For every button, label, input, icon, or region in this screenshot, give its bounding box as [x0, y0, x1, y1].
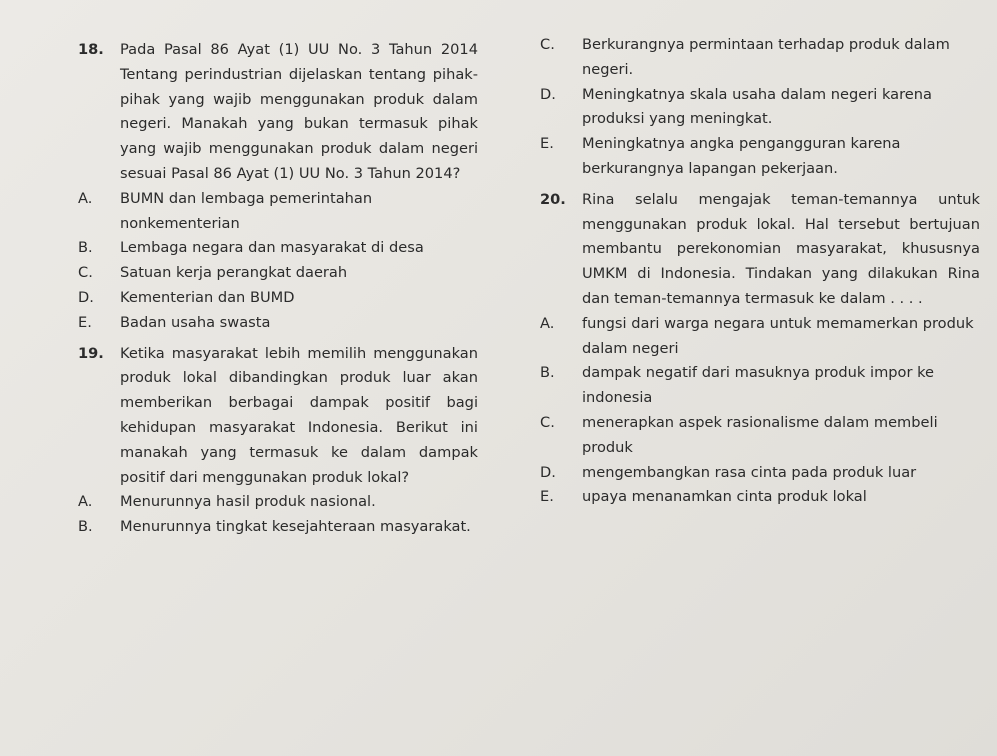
option-19-b	[78, 515, 478, 540]
question-number: 18.	[78, 41, 104, 58]
option-18-a	[78, 187, 478, 237]
question-18	[78, 38, 478, 187]
option-letter: E.	[540, 135, 554, 153]
option-text: fungsi dari warga negara untuk memamerkan produk dalam negeri	[582, 314, 974, 357]
option-text: mengembangkan rasa cinta pada produk luar	[582, 463, 917, 481]
option-text: Lembaga negara dan masyarakat di desa	[120, 239, 424, 257]
option-letter: B.	[78, 518, 93, 536]
question-number: 19.	[78, 344, 104, 362]
option-text: Menurunnya hasil produk nasional.	[120, 493, 376, 511]
option-letter: D.	[540, 85, 556, 103]
question-number: 20.	[540, 190, 566, 208]
question-text: Ketika masyarakat lebih memilih menggunakan produk lokal dibandingkan produk luar akan memberikan berbagai dampak positif bagi kehidupan masyarakat Indonesia. Berikut ini manakah yang termasuk ke dalam dampak positif dari menggunakan produk lokal?	[120, 344, 478, 486]
option-text: Satuan kerja perangkat daerah	[120, 264, 348, 282]
option-letter: A.	[540, 314, 555, 332]
option-letter: B.	[78, 239, 93, 257]
option-letter: E.	[540, 488, 554, 506]
option-18-d	[78, 286, 478, 311]
option-text: Meningkatnya angka pengangguran karena berkurangnya lapangan pekerjaan.	[582, 135, 901, 177]
option-text: Menurunnya tingkat kesejahteraan masyarakat.	[120, 518, 471, 536]
option-text: dampak negatif dari masuknya produk impor ke indonesia	[582, 364, 935, 407]
question-19	[78, 342, 478, 491]
option-19-d	[540, 83, 980, 133]
option-text: menerapkan aspek rasionalisme dalam membeli produk	[582, 413, 938, 456]
left-column	[78, 38, 478, 540]
option-text: Badan usaha swasta	[120, 313, 271, 331]
option-text: Kementerian dan BUMD	[120, 288, 295, 306]
option-20-c	[540, 411, 980, 461]
option-letter: C.	[540, 36, 555, 53]
option-letter: C.	[78, 264, 93, 282]
option-letter: B.	[540, 364, 555, 382]
option-20-d	[540, 461, 980, 486]
right-column	[540, 33, 980, 510]
option-18-e	[78, 311, 478, 336]
option-19-e	[540, 132, 980, 182]
question-20	[540, 188, 980, 312]
option-letter: C.	[540, 413, 555, 431]
option-20-e	[540, 485, 980, 510]
option-letter: D.	[78, 288, 94, 306]
option-text: Meningkatnya skala usaha dalam negeri karena produksi yang meningkat.	[582, 85, 932, 128]
option-20-a	[540, 312, 980, 362]
question-text: Pada Pasal 86 Ayat (1) UU No. 3 Tahun 2014 Tentang perindustrian dijelaskan tentang pihak-pihak yang wajib menggunakan produk dalam negeri. Manakah yang bukan termasuk pihak yang wajib menggunakan produk dalam negeri sesuai Pasal 86 Ayat (1) UU No. 3 Tahun 2014?	[120, 41, 478, 182]
option-letter: D.	[540, 463, 556, 481]
question-text: Rina selalu mengajak teman-temannya untuk menggunakan produk lokal. Hal tersebut bertujuan membantu perekonomian masyarakat, khususnya UMKM di Indonesia. Tindakan yang dilakukan Rina dan teman-temannya termasuk ke dalam . . . .	[582, 190, 980, 307]
option-letter: E.	[78, 313, 92, 331]
option-text: BUMN dan lembaga pemerintahan nonkementerian	[120, 189, 373, 232]
option-letter: A.	[78, 189, 93, 207]
option-text: upaya menanamkan cinta produk lokal	[582, 488, 867, 506]
option-19-c	[540, 33, 980, 83]
option-19-a	[78, 490, 478, 515]
option-18-c	[78, 261, 478, 286]
option-text: Berkurangnya permintaan terhadap produk dalam negeri.	[582, 36, 950, 78]
option-letter: A.	[78, 493, 93, 511]
option-20-b	[540, 361, 980, 411]
option-18-b	[78, 236, 478, 261]
